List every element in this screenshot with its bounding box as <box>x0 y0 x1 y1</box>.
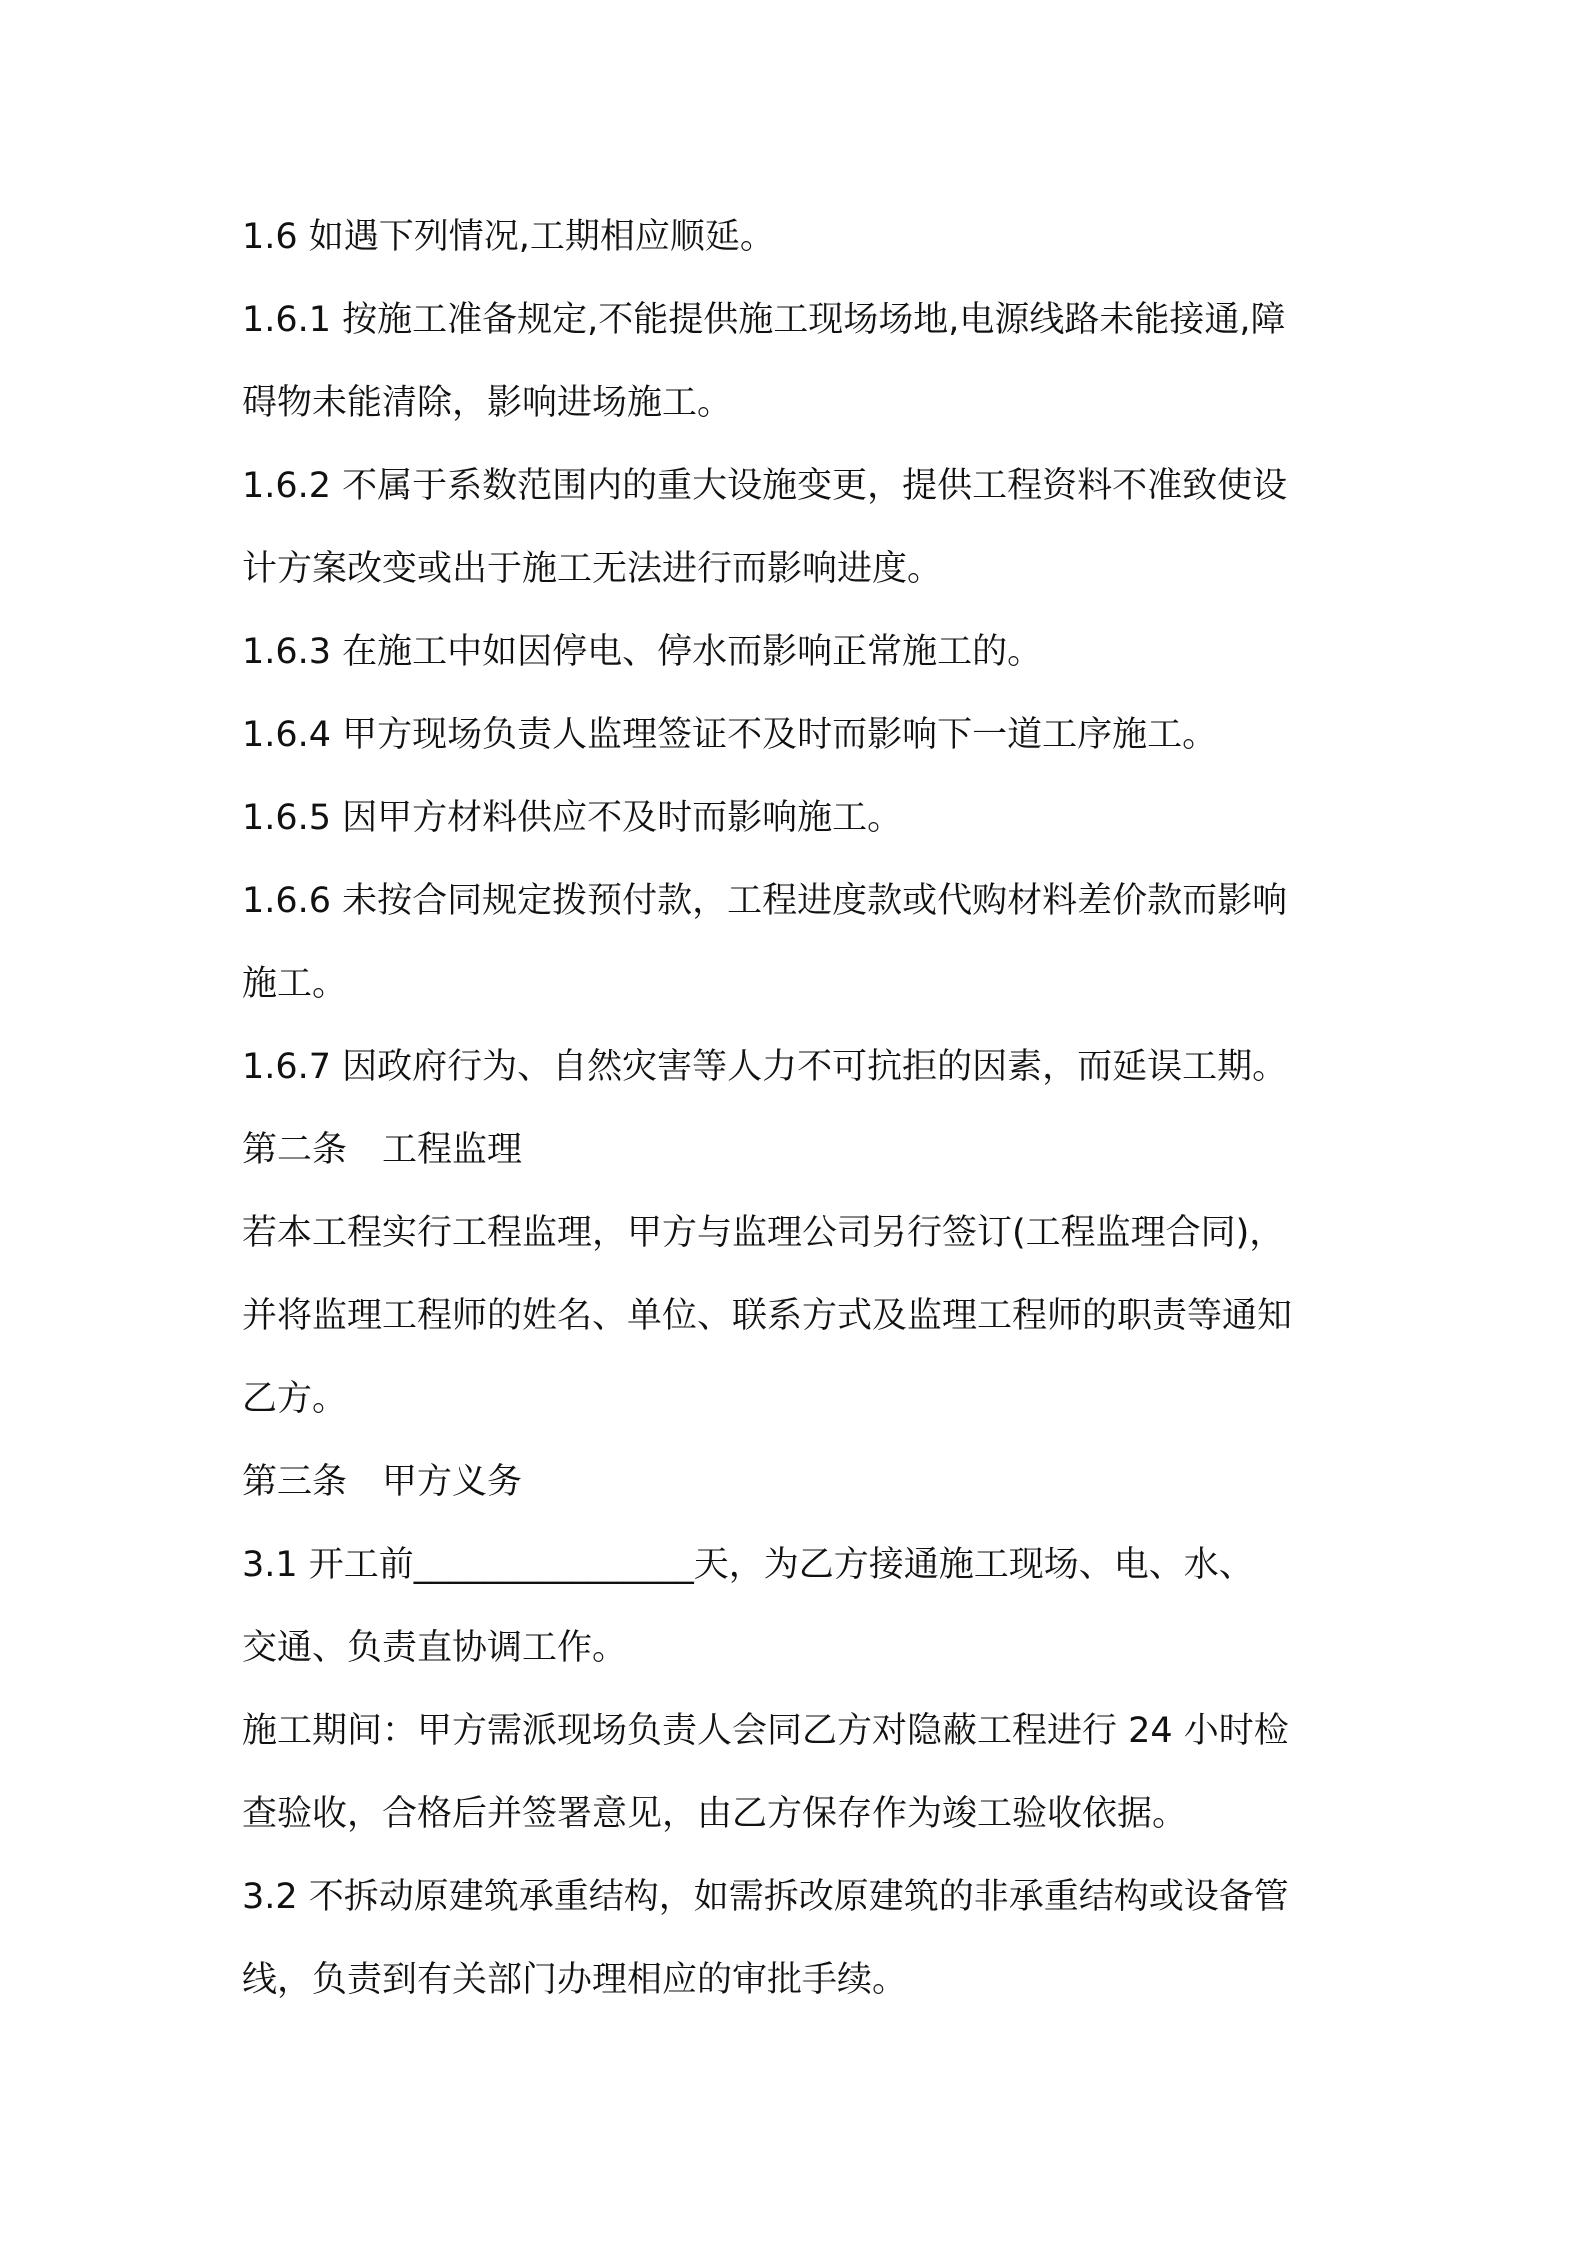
paragraph-p-3-1-b <box>242 1690 1357 1856</box>
text-line: 计方案改变或出于施工无法进行而影响进度。 <box>242 549 943 589</box>
text-line: 乙方。 <box>242 1379 348 1419</box>
paragraph-p-1-6-1 <box>242 279 1357 445</box>
text-line: 查验收，合格后并签署意见，由乙方保存作为竣工验收依据。 <box>242 1794 1188 1834</box>
text-line: 3.2 不拆动原建筑承重结构，如需拆改原建筑的非承重结构或设备管 <box>242 1877 1289 1917</box>
text-line: 线，负责到有关部门办理相应的审批手续。 <box>242 1960 908 2000</box>
text-line: 施工期间：甲方需派现场负责人会同乙方对隐蔽工程进行 24 小时检 <box>242 1711 1289 1751</box>
paragraph-p-art-2 <box>242 1192 1357 1441</box>
paragraph-p-1-6-5 <box>242 777 1357 860</box>
paragraph-p-3-1 <box>242 1524 1357 1690</box>
text-line: 1.6.3 在施工中如因停电、停水而影响正常施工的。 <box>242 632 1043 672</box>
text-line: 碍物未能清除，影响进场施工。 <box>242 383 733 423</box>
text-line: 1.6.4 甲方现场负责人监理签证不及时而影响下一道工序施工。 <box>242 715 1218 755</box>
paragraph-p-1-6-4 <box>242 694 1357 777</box>
paragraph-p-1-6-3 <box>242 611 1357 694</box>
text-line: 1.6.6 未按合同规定拨预付款，工程进度款或代购材料差价款而影响 <box>242 881 1288 921</box>
text-line: 若本工程实行工程监理，甲方与监理公司另行签订(工程监理合同)， <box>242 1213 1285 1253</box>
paragraph-p-1-6 <box>242 196 1357 279</box>
paragraph-h-art-3 <box>242 1441 1357 1524</box>
document-body <box>242 196 1357 2022</box>
paragraph-p-3-2 <box>242 1856 1357 2022</box>
paragraph-h-art-2 <box>242 1109 1357 1192</box>
text-line: 1.6.1 按施工准备规定,不能提供施工现场场地,电源线路未能接通,障 <box>242 300 1286 340</box>
paragraph-p-1-6-2 <box>242 445 1357 611</box>
paragraph-p-1-6-6 <box>242 860 1357 1026</box>
paragraph-p-1-6-7 <box>242 1026 1357 1109</box>
text-line: 3.1 开工前________________天，为乙方接通施工现场、电、水、 <box>242 1545 1254 1585</box>
text-line: 1.6.5 因甲方材料供应不及时而影响施工。 <box>242 798 903 838</box>
text-line: 1.6.2 不属于系数范围内的重大设施变更，提供工程资料不准致使设 <box>242 466 1288 506</box>
text-line: 1.6.7 因政府行为、自然灾害等人力不可抗拒的因素，而延误工期。 <box>242 1047 1288 1087</box>
text-line: 1.6 如遇下列情况,工期相应顺延。 <box>242 217 775 257</box>
text-line: 并将监理工程师的姓名、单位、联系方式及监理工程师的职责等通知 <box>242 1296 1293 1336</box>
text-line: 第三条 甲方义务 <box>242 1462 523 1502</box>
text-line: 施工。 <box>242 964 348 1004</box>
text-line: 交通、负责直协调工作。 <box>242 1628 628 1668</box>
text-line: 第二条 工程监理 <box>242 1130 523 1170</box>
